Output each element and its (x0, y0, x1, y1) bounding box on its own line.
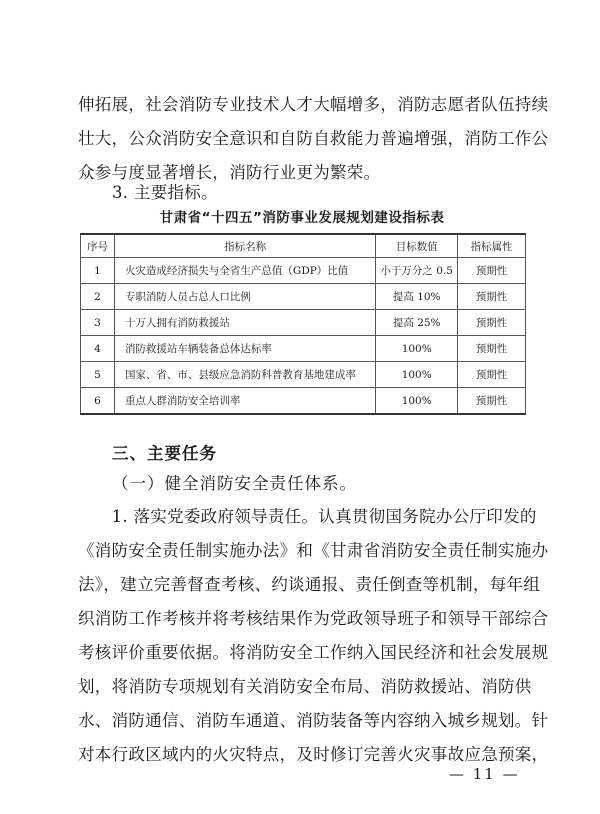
body-line-6: 划，将消防专项规划有关消防安全布局、消防救援站、消防供 (78, 677, 532, 696)
intro-paragraph (78, 88, 549, 190)
body-line-5: 考核评价重要依据。将消防安全工作纳入国民经济和社会发展规 (78, 643, 549, 662)
row-attribute: 预期性 (458, 284, 526, 310)
intro-line-2: 壮大，公众消防安全意识和自防自救能力普遍增强，消防工作公 (78, 129, 549, 148)
table-row (81, 336, 526, 362)
section-heading: 三、主要任务 (112, 444, 217, 463)
indicator-table (80, 233, 526, 415)
row-target: 提高 25% (376, 310, 458, 336)
intro-line-3: 众参与度显著增长，消防行业更为繁荣。 (78, 163, 381, 182)
header-attribute: 指标属性 (458, 234, 526, 258)
row-indicator: 专职消防人员占总人口比例 (114, 284, 375, 310)
row-index: 2 (81, 284, 115, 310)
row-index: 3 (81, 310, 115, 336)
table-header-row (81, 234, 526, 258)
row-index: 6 (81, 388, 115, 415)
header-target: 目标数值 (376, 234, 458, 258)
body-line-3: 法》，建立完善督查考核、约谈通报、责任倒查等机制，每年组 (78, 575, 541, 594)
table-row (81, 388, 526, 415)
row-target: 100% (376, 362, 458, 388)
table-row (81, 310, 526, 336)
table-row (81, 284, 526, 310)
row-target: 提高 10% (376, 284, 458, 310)
row-index: 1 (81, 258, 115, 284)
row-indicator: 十万人拥有消防救援站 (114, 310, 375, 336)
intro-line-1: 伸拓展，社会消防专业技术人才大幅增多，消防志愿者队伍持续 (78, 95, 549, 114)
sub-heading: （一）健全消防安全责任体系。 (112, 474, 357, 493)
body-line-8: 对本行政区域内的火灾特点，及时修订完善火灾事故应急预案， (78, 745, 549, 764)
row-indicator: 国家、省、市、县级应急消防科普教育基地建成率 (114, 362, 375, 388)
row-attribute: 预期性 (458, 362, 526, 388)
body-paragraph (78, 500, 549, 772)
row-attribute: 预期性 (458, 310, 526, 336)
row-index: 5 (81, 362, 115, 388)
row-index: 4 (81, 336, 115, 362)
body-line-2: 《消防安全责任制实施办法》和《甘肃省消防安全责任制实施办 (78, 541, 549, 560)
row-target: 100% (376, 336, 458, 362)
table-row (81, 362, 526, 388)
row-indicator: 消防救援站车辆装备总体达标率 (114, 336, 375, 362)
row-attribute: 预期性 (458, 336, 526, 362)
row-indicator: 重点人群消防安全培训率 (114, 388, 375, 415)
table-title: 甘肃省“十四五”消防事业发展规划建设指标表 (159, 210, 445, 226)
body-line-7: 水、消防通信、消防车通道、消防装备等内容纳入城乡规划。针 (78, 711, 549, 730)
indicator-heading: 3. 主要指标。 (112, 183, 218, 202)
row-indicator: 火灾造成经济损失与全省生产总值（GDP）比值 (114, 258, 375, 284)
row-target: 小于万分之 0.5 (376, 258, 458, 284)
row-attribute: 预期性 (458, 258, 526, 284)
row-attribute: 预期性 (458, 388, 526, 415)
body-line-4: 织消防工作考核并将考核结果作为党政领导班子和领导干部综合 (78, 609, 549, 628)
row-target: 100% (376, 388, 458, 415)
header-name: 指标名称 (114, 234, 375, 258)
body-line-1: 1. 落实党委政府领导责任。认真贯彻国务院办公厅印发的 (78, 507, 537, 526)
table-row (81, 258, 526, 284)
header-index: 序号 (81, 234, 115, 258)
page-number: — 11 — (449, 765, 520, 783)
